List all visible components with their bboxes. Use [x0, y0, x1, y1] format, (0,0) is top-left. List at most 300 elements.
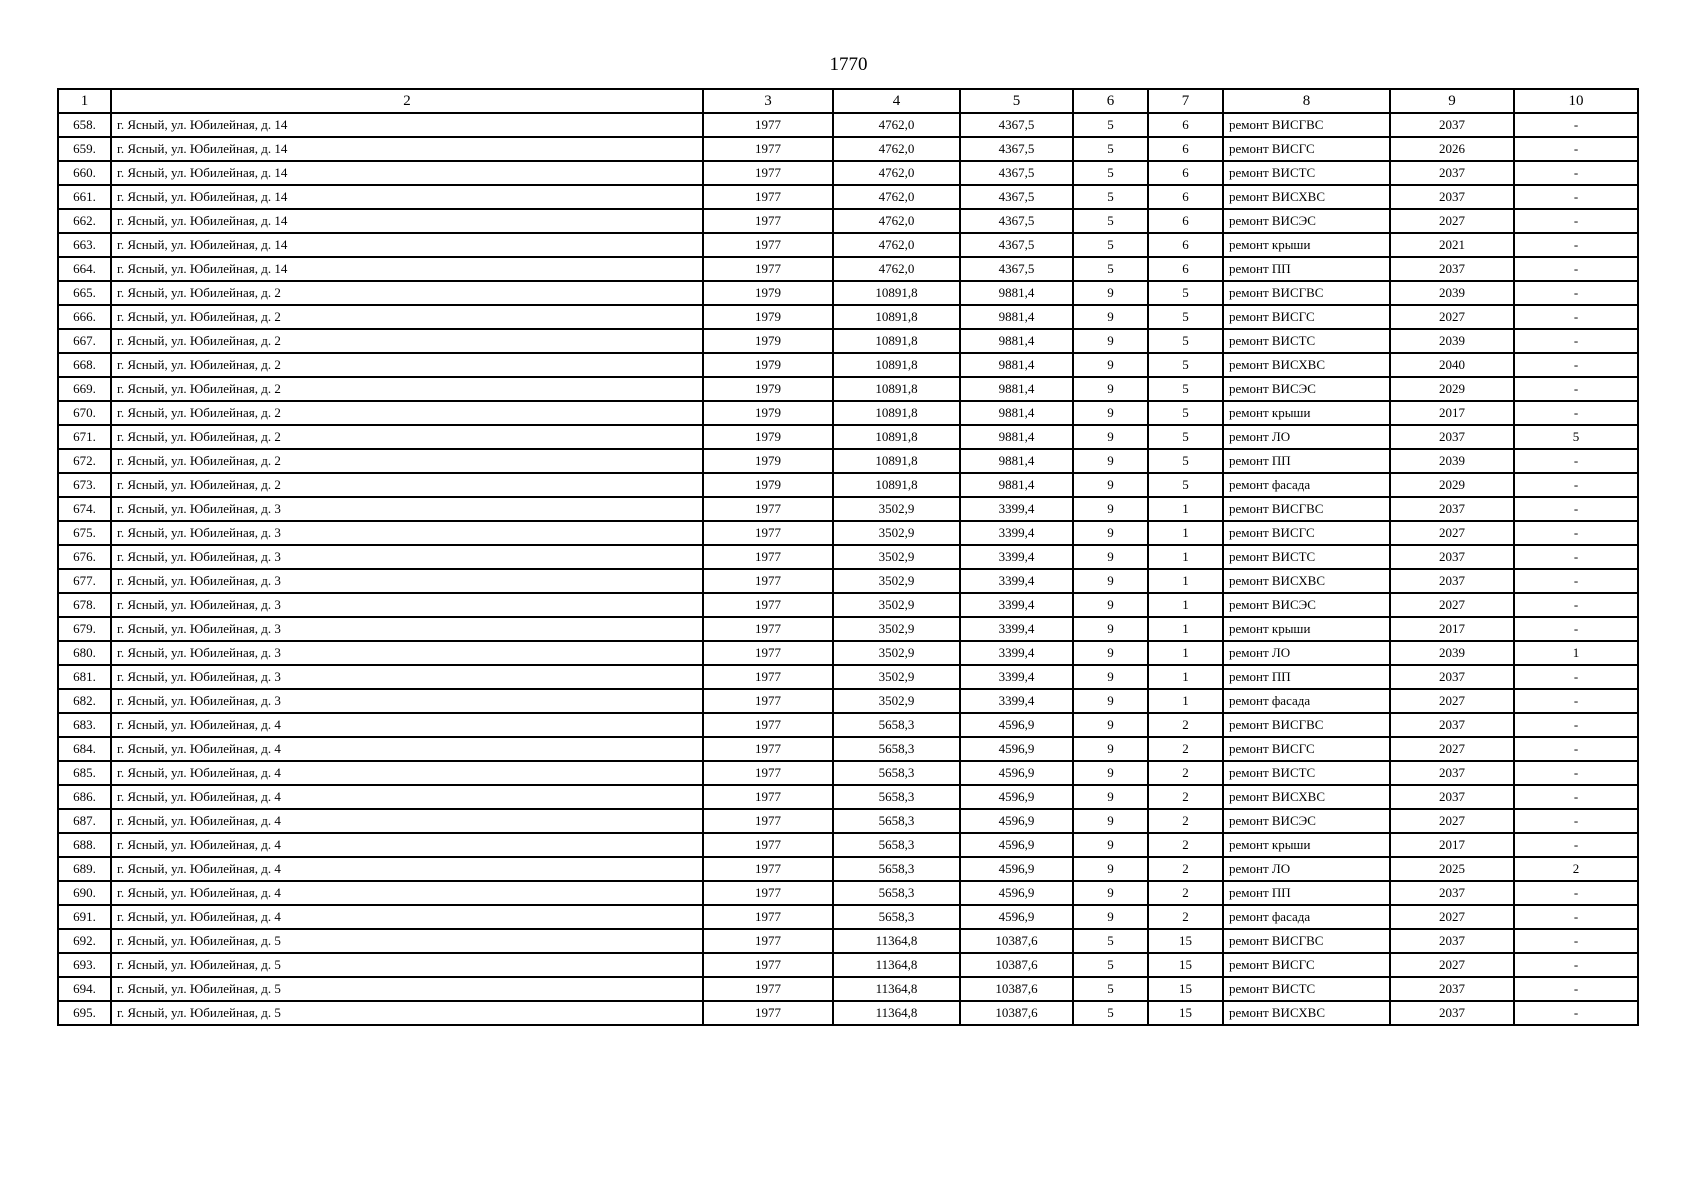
- cell-floors: 9: [1073, 617, 1148, 641]
- cell-quantity: -: [1514, 257, 1638, 281]
- cell-quantity: -: [1514, 833, 1638, 857]
- cell-entrances: 2: [1148, 881, 1223, 905]
- cell-living-area: 4596,9: [960, 737, 1073, 761]
- cell-floors: 9: [1073, 377, 1148, 401]
- cell-row-number: 661.: [58, 185, 111, 209]
- cell-total-area: 3502,9: [833, 593, 960, 617]
- table-row: [58, 689, 1638, 713]
- cell-quantity: -: [1514, 905, 1638, 929]
- cell-row-number: 692.: [58, 929, 111, 953]
- cell-floors: 9: [1073, 833, 1148, 857]
- cell-planned-year: 2037: [1390, 113, 1514, 137]
- cell-work-type: ремонт ВИСГВС: [1223, 113, 1390, 137]
- cell-living-area: 9881,4: [960, 329, 1073, 353]
- cell-living-area: 4367,5: [960, 113, 1073, 137]
- cell-total-area: 11364,8: [833, 1001, 960, 1025]
- cell-planned-year: 2037: [1390, 185, 1514, 209]
- cell-entrances: 5: [1148, 401, 1223, 425]
- cell-quantity: -: [1514, 137, 1638, 161]
- cell-build-year: 1977: [703, 761, 833, 785]
- cell-build-year: 1977: [703, 1001, 833, 1025]
- cell-build-year: 1979: [703, 281, 833, 305]
- cell-row-number: 671.: [58, 425, 111, 449]
- cell-work-type: ремонт ВИСТС: [1223, 161, 1390, 185]
- cell-planned-year: 2026: [1390, 137, 1514, 161]
- cell-living-area: 10387,6: [960, 977, 1073, 1001]
- cell-quantity: -: [1514, 785, 1638, 809]
- cell-living-area: 3399,4: [960, 569, 1073, 593]
- cell-planned-year: 2040: [1390, 353, 1514, 377]
- cell-living-area: 3399,4: [960, 617, 1073, 641]
- cell-living-area: 4596,9: [960, 785, 1073, 809]
- cell-total-area: 11364,8: [833, 929, 960, 953]
- cell-living-area: 4367,5: [960, 137, 1073, 161]
- cell-planned-year: 2037: [1390, 881, 1514, 905]
- cell-living-area: 4367,5: [960, 185, 1073, 209]
- cell-address: г. Ясный, ул. Юбилейная, д. 4: [111, 737, 703, 761]
- cell-total-area: 3502,9: [833, 521, 960, 545]
- table-row: [58, 209, 1638, 233]
- cell-total-area: 4762,0: [833, 209, 960, 233]
- cell-quantity: -: [1514, 209, 1638, 233]
- table-row: [58, 137, 1638, 161]
- cell-planned-year: 2039: [1390, 329, 1514, 353]
- cell-work-type: ремонт фасада: [1223, 473, 1390, 497]
- cell-entrances: 6: [1148, 209, 1223, 233]
- cell-living-area: 4596,9: [960, 761, 1073, 785]
- cell-total-area: 5658,3: [833, 809, 960, 833]
- cell-row-number: 678.: [58, 593, 111, 617]
- cell-work-type: ремонт ВИСТС: [1223, 977, 1390, 1001]
- cell-total-area: 4762,0: [833, 113, 960, 137]
- cell-floors: 9: [1073, 569, 1148, 593]
- table-row: [58, 785, 1638, 809]
- cell-quantity: -: [1514, 761, 1638, 785]
- cell-address: г. Ясный, ул. Юбилейная, д. 2: [111, 281, 703, 305]
- cell-floors: 9: [1073, 785, 1148, 809]
- cell-build-year: 1977: [703, 617, 833, 641]
- cell-work-type: ремонт ВИСХВС: [1223, 1001, 1390, 1025]
- table-row: [58, 257, 1638, 281]
- cell-quantity: 2: [1514, 857, 1638, 881]
- cell-total-area: 10891,8: [833, 329, 960, 353]
- cell-floors: 9: [1073, 281, 1148, 305]
- cell-entrances: 2: [1148, 761, 1223, 785]
- table-row: [58, 161, 1638, 185]
- table-row: [58, 881, 1638, 905]
- cell-floors: 9: [1073, 641, 1148, 665]
- cell-floors: 9: [1073, 857, 1148, 881]
- cell-planned-year: 2027: [1390, 905, 1514, 929]
- cell-entrances: 15: [1148, 953, 1223, 977]
- cell-row-number: 668.: [58, 353, 111, 377]
- cell-address: г. Ясный, ул. Юбилейная, д. 4: [111, 785, 703, 809]
- cell-build-year: 1977: [703, 113, 833, 137]
- table-row: [58, 977, 1638, 1001]
- cell-build-year: 1977: [703, 929, 833, 953]
- cell-total-area: 11364,8: [833, 977, 960, 1001]
- cell-entrances: 2: [1148, 905, 1223, 929]
- table-row: [58, 665, 1638, 689]
- cell-living-area: 4596,9: [960, 809, 1073, 833]
- cell-entrances: 2: [1148, 737, 1223, 761]
- cell-build-year: 1977: [703, 641, 833, 665]
- cell-quantity: -: [1514, 665, 1638, 689]
- cell-planned-year: 2021: [1390, 233, 1514, 257]
- cell-work-type: ремонт ВИСЭС: [1223, 593, 1390, 617]
- cell-planned-year: 2027: [1390, 809, 1514, 833]
- cell-entrances: 5: [1148, 473, 1223, 497]
- cell-living-area: 3399,4: [960, 545, 1073, 569]
- cell-total-area: 5658,3: [833, 761, 960, 785]
- cell-row-number: 663.: [58, 233, 111, 257]
- cell-planned-year: 2017: [1390, 617, 1514, 641]
- cell-quantity: -: [1514, 329, 1638, 353]
- table-row: [58, 473, 1638, 497]
- cell-planned-year: 2037: [1390, 929, 1514, 953]
- table-row: [58, 569, 1638, 593]
- cell-living-area: 3399,4: [960, 689, 1073, 713]
- cell-total-area: 4762,0: [833, 185, 960, 209]
- cell-build-year: 1977: [703, 977, 833, 1001]
- cell-work-type: ремонт фасада: [1223, 905, 1390, 929]
- cell-floors: 5: [1073, 257, 1148, 281]
- table-row: [58, 713, 1638, 737]
- cell-living-area: 4596,9: [960, 905, 1073, 929]
- cell-floors: 9: [1073, 737, 1148, 761]
- cell-row-number: 660.: [58, 161, 111, 185]
- cell-address: г. Ясный, ул. Юбилейная, д. 2: [111, 377, 703, 401]
- cell-planned-year: 2017: [1390, 833, 1514, 857]
- cell-floors: 9: [1073, 593, 1148, 617]
- cell-address: г. Ясный, ул. Юбилейная, д. 2: [111, 473, 703, 497]
- cell-entrances: 6: [1148, 161, 1223, 185]
- cell-build-year: 1977: [703, 953, 833, 977]
- cell-living-area: 9881,4: [960, 353, 1073, 377]
- cell-living-area: 4367,5: [960, 257, 1073, 281]
- table-row: [58, 377, 1638, 401]
- cell-entrances: 5: [1148, 353, 1223, 377]
- table-header: [58, 89, 1638, 113]
- cell-living-area: 4596,9: [960, 857, 1073, 881]
- cell-row-number: 682.: [58, 689, 111, 713]
- cell-row-number: 685.: [58, 761, 111, 785]
- cell-work-type: ремонт ВИСГС: [1223, 521, 1390, 545]
- cell-planned-year: 2027: [1390, 689, 1514, 713]
- cell-entrances: 6: [1148, 257, 1223, 281]
- cell-row-number: 670.: [58, 401, 111, 425]
- cell-row-number: 658.: [58, 113, 111, 137]
- cell-floors: 9: [1073, 713, 1148, 737]
- cell-floors: 5: [1073, 929, 1148, 953]
- cell-row-number: 693.: [58, 953, 111, 977]
- cell-address: г. Ясный, ул. Юбилейная, д. 3: [111, 641, 703, 665]
- cell-planned-year: 2037: [1390, 257, 1514, 281]
- cell-work-type: ремонт ВИСХВС: [1223, 785, 1390, 809]
- cell-work-type: ремонт ВИСГС: [1223, 137, 1390, 161]
- cell-work-type: ремонт ВИСГВС: [1223, 713, 1390, 737]
- cell-build-year: 1977: [703, 161, 833, 185]
- cell-row-number: 667.: [58, 329, 111, 353]
- cell-planned-year: 2027: [1390, 953, 1514, 977]
- cell-address: г. Ясный, ул. Юбилейная, д. 2: [111, 425, 703, 449]
- cell-address: г. Ясный, ул. Юбилейная, д. 14: [111, 137, 703, 161]
- cell-living-area: 3399,4: [960, 497, 1073, 521]
- table-row: [58, 761, 1638, 785]
- cell-floors: 9: [1073, 665, 1148, 689]
- table-row: [58, 305, 1638, 329]
- cell-build-year: 1979: [703, 305, 833, 329]
- cell-row-number: 688.: [58, 833, 111, 857]
- cell-entrances: 5: [1148, 377, 1223, 401]
- cell-total-area: 5658,3: [833, 713, 960, 737]
- cell-total-area: 3502,9: [833, 689, 960, 713]
- cell-entrances: 1: [1148, 617, 1223, 641]
- cell-planned-year: 2029: [1390, 473, 1514, 497]
- cell-address: г. Ясный, ул. Юбилейная, д. 14: [111, 233, 703, 257]
- cell-work-type: ремонт ПП: [1223, 257, 1390, 281]
- cell-build-year: 1977: [703, 209, 833, 233]
- cell-work-type: ремонт ВИСХВС: [1223, 185, 1390, 209]
- cell-entrances: 1: [1148, 689, 1223, 713]
- cell-floors: 5: [1073, 953, 1148, 977]
- cell-address: г. Ясный, ул. Юбилейная, д. 4: [111, 857, 703, 881]
- cell-build-year: 1979: [703, 473, 833, 497]
- cell-floors: 9: [1073, 329, 1148, 353]
- table-row: [58, 737, 1638, 761]
- cell-address: г. Ясный, ул. Юбилейная, д. 4: [111, 713, 703, 737]
- cell-planned-year: 2037: [1390, 1001, 1514, 1025]
- cell-living-area: 3399,4: [960, 521, 1073, 545]
- cell-work-type: ремонт ВИСЭС: [1223, 377, 1390, 401]
- cell-address: г. Ясный, ул. Юбилейная, д. 2: [111, 401, 703, 425]
- cell-work-type: ремонт фасада: [1223, 689, 1390, 713]
- cell-build-year: 1977: [703, 569, 833, 593]
- cell-floors: 9: [1073, 689, 1148, 713]
- table-row: [58, 353, 1638, 377]
- cell-address: г. Ясный, ул. Юбилейная, д. 4: [111, 881, 703, 905]
- column-header-7: 7: [1148, 89, 1223, 113]
- cell-address: г. Ясный, ул. Юбилейная, д. 2: [111, 353, 703, 377]
- cell-entrances: 5: [1148, 281, 1223, 305]
- table-row: [58, 329, 1638, 353]
- cell-row-number: 686.: [58, 785, 111, 809]
- cell-total-area: 3502,9: [833, 569, 960, 593]
- column-header-3: 3: [703, 89, 833, 113]
- cell-floors: 5: [1073, 137, 1148, 161]
- cell-work-type: ремонт ВИСГС: [1223, 953, 1390, 977]
- cell-floors: 5: [1073, 161, 1148, 185]
- cell-living-area: 9881,4: [960, 473, 1073, 497]
- cell-build-year: 1977: [703, 137, 833, 161]
- cell-address: г. Ясный, ул. Юбилейная, д. 3: [111, 569, 703, 593]
- cell-planned-year: 2037: [1390, 713, 1514, 737]
- cell-row-number: 675.: [58, 521, 111, 545]
- cell-planned-year: 2025: [1390, 857, 1514, 881]
- cell-floors: 5: [1073, 1001, 1148, 1025]
- cell-planned-year: 2039: [1390, 449, 1514, 473]
- cell-address: г. Ясный, ул. Юбилейная, д. 5: [111, 977, 703, 1001]
- cell-row-number: 664.: [58, 257, 111, 281]
- table-row: [58, 233, 1638, 257]
- cell-planned-year: 2027: [1390, 593, 1514, 617]
- cell-total-area: 4762,0: [833, 161, 960, 185]
- cell-row-number: 676.: [58, 545, 111, 569]
- table-row: [58, 905, 1638, 929]
- cell-floors: 9: [1073, 761, 1148, 785]
- cell-planned-year: 2037: [1390, 545, 1514, 569]
- cell-build-year: 1977: [703, 233, 833, 257]
- cell-quantity: -: [1514, 689, 1638, 713]
- cell-entrances: 2: [1148, 857, 1223, 881]
- cell-address: г. Ясный, ул. Юбилейная, д. 3: [111, 617, 703, 641]
- cell-row-number: 673.: [58, 473, 111, 497]
- cell-living-area: 4367,5: [960, 161, 1073, 185]
- cell-entrances: 5: [1148, 425, 1223, 449]
- table-row: [58, 521, 1638, 545]
- table-row: [58, 449, 1638, 473]
- cell-address: г. Ясный, ул. Юбилейная, д. 2: [111, 329, 703, 353]
- cell-floors: 5: [1073, 233, 1148, 257]
- cell-entrances: 1: [1148, 593, 1223, 617]
- cell-quantity: -: [1514, 401, 1638, 425]
- cell-total-area: 3502,9: [833, 497, 960, 521]
- cell-work-type: ремонт ВИСТС: [1223, 761, 1390, 785]
- cell-entrances: 1: [1148, 497, 1223, 521]
- cell-quantity: -: [1514, 473, 1638, 497]
- cell-entrances: 5: [1148, 329, 1223, 353]
- cell-row-number: 659.: [58, 137, 111, 161]
- cell-planned-year: 2037: [1390, 425, 1514, 449]
- cell-work-type: ремонт ЛО: [1223, 425, 1390, 449]
- cell-row-number: 694.: [58, 977, 111, 1001]
- table-row: [58, 185, 1638, 209]
- cell-row-number: 679.: [58, 617, 111, 641]
- page-number: 1770: [829, 54, 868, 75]
- cell-work-type: ремонт ПП: [1223, 665, 1390, 689]
- cell-quantity: -: [1514, 161, 1638, 185]
- cell-living-area: 9881,4: [960, 281, 1073, 305]
- cell-build-year: 1977: [703, 905, 833, 929]
- cell-planned-year: 2027: [1390, 737, 1514, 761]
- cell-total-area: 3502,9: [833, 617, 960, 641]
- cell-address: г. Ясный, ул. Юбилейная, д. 5: [111, 953, 703, 977]
- cell-total-area: 3502,9: [833, 641, 960, 665]
- cell-address: г. Ясный, ул. Юбилейная, д. 2: [111, 305, 703, 329]
- cell-build-year: 1977: [703, 857, 833, 881]
- table-row: [58, 281, 1638, 305]
- cell-work-type: ремонт ВИСГВС: [1223, 497, 1390, 521]
- column-header-6: 6: [1073, 89, 1148, 113]
- table-row: [58, 833, 1638, 857]
- cell-planned-year: 2037: [1390, 497, 1514, 521]
- cell-address: г. Ясный, ул. Юбилейная, д. 3: [111, 593, 703, 617]
- cell-quantity: 5: [1514, 425, 1638, 449]
- cell-quantity: -: [1514, 521, 1638, 545]
- cell-row-number: 665.: [58, 281, 111, 305]
- cell-build-year: 1977: [703, 713, 833, 737]
- cell-entrances: 2: [1148, 833, 1223, 857]
- cell-living-area: 10387,6: [960, 929, 1073, 953]
- cell-quantity: -: [1514, 569, 1638, 593]
- cell-living-area: 9881,4: [960, 305, 1073, 329]
- cell-address: г. Ясный, ул. Юбилейная, д. 14: [111, 113, 703, 137]
- cell-address: г. Ясный, ул. Юбилейная, д. 14: [111, 257, 703, 281]
- cell-entrances: 1: [1148, 545, 1223, 569]
- cell-living-area: 4596,9: [960, 833, 1073, 857]
- table-body: [58, 113, 1638, 1025]
- cell-living-area: 9881,4: [960, 377, 1073, 401]
- cell-total-area: 5658,3: [833, 833, 960, 857]
- cell-quantity: -: [1514, 977, 1638, 1001]
- cell-address: г. Ясный, ул. Юбилейная, д. 4: [111, 833, 703, 857]
- cell-planned-year: 2017: [1390, 401, 1514, 425]
- cell-entrances: 6: [1148, 137, 1223, 161]
- table-row: [58, 617, 1638, 641]
- cell-address: г. Ясный, ул. Юбилейная, д. 4: [111, 809, 703, 833]
- cell-living-area: 9881,4: [960, 449, 1073, 473]
- cell-floors: 9: [1073, 905, 1148, 929]
- cell-quantity: -: [1514, 377, 1638, 401]
- cell-quantity: -: [1514, 113, 1638, 137]
- cell-entrances: 15: [1148, 1001, 1223, 1025]
- cell-planned-year: 2037: [1390, 161, 1514, 185]
- cell-work-type: ремонт ВИСТС: [1223, 545, 1390, 569]
- cell-quantity: -: [1514, 737, 1638, 761]
- cell-total-area: 10891,8: [833, 449, 960, 473]
- cell-build-year: 1977: [703, 521, 833, 545]
- column-header-2: 2: [111, 89, 703, 113]
- cell-work-type: ремонт крыши: [1223, 617, 1390, 641]
- cell-total-area: 10891,8: [833, 425, 960, 449]
- cell-entrances: 1: [1148, 521, 1223, 545]
- cell-row-number: 689.: [58, 857, 111, 881]
- cell-entrances: 5: [1148, 449, 1223, 473]
- cell-work-type: ремонт ЛО: [1223, 857, 1390, 881]
- cell-total-area: 10891,8: [833, 473, 960, 497]
- cell-total-area: 5658,3: [833, 785, 960, 809]
- table-row: [58, 401, 1638, 425]
- table-row: [58, 113, 1638, 137]
- cell-quantity: -: [1514, 809, 1638, 833]
- cell-planned-year: 2027: [1390, 209, 1514, 233]
- cell-living-area: 9881,4: [960, 401, 1073, 425]
- table-row: [58, 953, 1638, 977]
- cell-floors: 5: [1073, 185, 1148, 209]
- cell-build-year: 1977: [703, 185, 833, 209]
- cell-build-year: 1977: [703, 689, 833, 713]
- cell-address: г. Ясный, ул. Юбилейная, д. 14: [111, 209, 703, 233]
- cell-build-year: 1979: [703, 353, 833, 377]
- cell-floors: 5: [1073, 113, 1148, 137]
- cell-row-number: 669.: [58, 377, 111, 401]
- cell-quantity: -: [1514, 545, 1638, 569]
- cell-address: г. Ясный, ул. Юбилейная, д. 3: [111, 689, 703, 713]
- cell-floors: 9: [1073, 401, 1148, 425]
- cell-work-type: ремонт крыши: [1223, 401, 1390, 425]
- cell-total-area: 5658,3: [833, 737, 960, 761]
- cell-planned-year: 2039: [1390, 641, 1514, 665]
- table-row: [58, 1001, 1638, 1025]
- header-row: [58, 89, 1638, 113]
- cell-total-area: 4762,0: [833, 137, 960, 161]
- cell-entrances: 2: [1148, 809, 1223, 833]
- cell-total-area: 4762,0: [833, 257, 960, 281]
- cell-row-number: 691.: [58, 905, 111, 929]
- cell-build-year: 1977: [703, 665, 833, 689]
- cell-work-type: ремонт ВИСЭС: [1223, 209, 1390, 233]
- cell-address: г. Ясный, ул. Юбилейная, д. 14: [111, 185, 703, 209]
